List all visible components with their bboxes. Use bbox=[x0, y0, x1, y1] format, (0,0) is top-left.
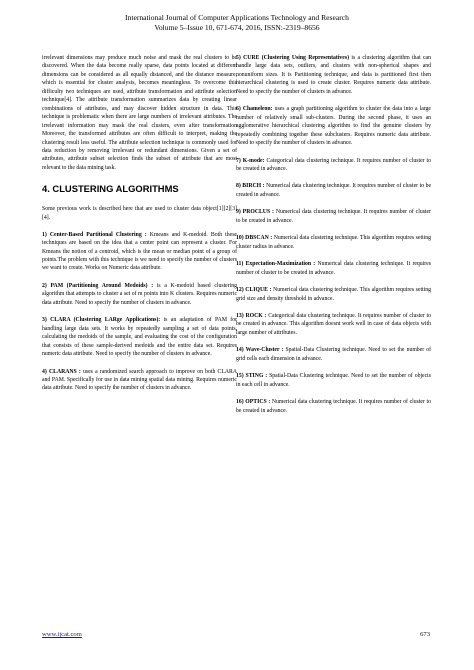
algorithm-description: uses a graph partitioning algorithm to cluster the data into a large number of relatively small sub-clusters. During the second phase, it uses an agglomerative hierarchical clustering algorithm to find the genuine clusters by repeatedly combining together these subclusters. Requires numeric data attribute. Need to specify the number of clusters in advance. bbox=[236, 106, 431, 147]
algorithm-description: Numerical data clustering technique. This algorithm requires setting grid size and density threshold in advance. bbox=[236, 287, 431, 302]
page-footer bbox=[42, 630, 430, 639]
journal-url-link[interactable]: www.ijcat.com bbox=[42, 631, 82, 638]
algorithm-entry bbox=[236, 234, 431, 251]
algorithm-entry bbox=[236, 54, 431, 96]
algorithm-entry bbox=[236, 260, 431, 277]
algorithm-description: uses a randomized search approach to improve on both CLARA and PAM. Specifically for use in data mining spatial data mining. Requires numeric data attribute. Need to specify the number of clusters in advance. bbox=[42, 368, 237, 392]
algorithm-entry bbox=[42, 282, 237, 307]
algorithm-title: 2) PAM (Partitioning Around Medoids) : bbox=[42, 282, 154, 289]
intro-paragraph: irrelevant dimensions may produce much noise and mask the real clusters to be discovered. When the data become really sparse, data points located at different dimensions can be considered as all equally distanced, and the distance measure, which is essential for cluster analysis, becomes meaningless. To overcome this difficulty two techniques are used, attribute transformation and attribute selection technique[4]. The attribute transformation summarizes data by creating linear combinations of attributes, and may discover hidden structure in data. This technique is problematic when there are large numbers of irrelevant attributes. The irrelevant information may mask the real clusters, even after transformation Moreover, the transformed attributes are often difficult to interpret, making the clustering result less useful. The attribute selection technique is commonly used for data reduction by removing irrelevant or redundant dimensions. Given a set of attributes, attribute subset selection finds the subset of attribute that are most relevant to the data mining task. bbox=[42, 55, 237, 171]
algorithm-title: 6) Chameleon: bbox=[236, 106, 273, 113]
algorithm-entry bbox=[236, 286, 431, 303]
section-intro-paragraph: Some previous work is described here that are used to cluster data object[1][2][3][4]. bbox=[42, 206, 237, 221]
algorithm-title: 14) Wave-Cluster : bbox=[236, 347, 284, 354]
algorithm-entry bbox=[236, 346, 431, 363]
algorithm-description: is a K-medoid based clustering algorithm that attempts to cluster a set of m points into K clusters. Requires numeric data attribute. Need to specify the number of clusters in advance. bbox=[42, 282, 237, 306]
algorithm-description: Numerical data clustering technique. It requires number of cluster to be created in advance. bbox=[236, 399, 431, 414]
algorithm-entry bbox=[236, 372, 431, 389]
algorithm-title: 10) DBSCAN : bbox=[236, 235, 273, 242]
algorithm-title: 4) CLARANS : bbox=[42, 368, 81, 375]
algorithm-entry bbox=[42, 368, 237, 393]
algorithm-title: 5) CURE (Clustering Using Representatives) bbox=[236, 55, 350, 61]
algorithm-title: 16) OPTICS : bbox=[236, 399, 271, 406]
algorithm-description: Numerical data clustering technique. It requires number of cluster to be created in advance. bbox=[236, 209, 431, 224]
page-number: 673 bbox=[420, 631, 430, 638]
algorithm-description: Numerical data clustering technique. It requires number of cluster to be created in advance. bbox=[236, 183, 431, 198]
algorithm-title: 13) ROCK : bbox=[236, 312, 267, 319]
algorithm-description: Numerical data clustering technique. This algorithm requires setting cluster radius in advance. bbox=[236, 235, 431, 250]
algorithm-entry bbox=[236, 398, 431, 415]
algorithm-description: Kmeans and K-medoid. Both these techniques are based on the idea that a center point can represent a cluster. For Kmeans the notion of a centroid, which is the mean or median point of a group of points.The problem with this technique is we need to specify the number of clusters we want to create. Works on Numeric data attribute. bbox=[42, 231, 237, 272]
algorithm-entry bbox=[236, 312, 431, 337]
algorithm-description: Numerical data clustering technique. It requires number of cluster to be created in advance. bbox=[236, 261, 431, 276]
left-column bbox=[42, 54, 237, 393]
algorithm-title: 7) K-mode: bbox=[236, 157, 265, 164]
algorithm-description: Categorical data clustering technique. It requires number of cluster to be created in advance. bbox=[236, 157, 431, 172]
algorithm-entry bbox=[42, 316, 237, 358]
journal-title: International Journal of Computer Applications Technology and Research bbox=[125, 13, 349, 22]
algorithm-title: 8) BIRCH : bbox=[236, 183, 265, 190]
algorithm-entry bbox=[42, 231, 237, 273]
algorithm-title: 1) Center-Based Partitional Clustering : bbox=[42, 231, 147, 238]
algorithm-title: 9) PROCLUS : bbox=[236, 209, 274, 216]
algorithm-entry bbox=[236, 182, 431, 199]
algorithm-description: is an adaptation of PAM for handling large data sets. It works by repeatedly sampling a set of data points, calculating the medoids of the sample, and evaluating the cost of the configuration that consists of these sample-derived medoids and the entire data set. Requires numeric data attribute. Need to specify the number of clusters in advance. bbox=[42, 317, 237, 358]
algorithm-entry bbox=[236, 105, 431, 147]
journal-volume-issue: Volume 5–Issue 10, 671-674, 2016, ISSN:-2319–8656 bbox=[154, 23, 320, 32]
algorithm-description: is a clustering algorithm that can handle large data sets, outliers, and clusters with non-spherical shapes and nonuniform sizes. It is Partitioning technique, and data is partitioned first then hierarchical clustering is used to create cluster. Requires numeric data attribute. Need to specify the number of clusters in advance. bbox=[236, 55, 431, 95]
algorithm-description: Spatial-Data Clustering technique. Need to set the number of grid cells each dimension in advance. bbox=[236, 347, 432, 362]
algorithm-description: Categorical data clustering technique. It requires number of cluster to be created in advance. This algorithm doesnt work well in case of data objects with large number of attributes. bbox=[236, 312, 431, 336]
algorithm-entry bbox=[236, 157, 431, 174]
right-column bbox=[236, 54, 431, 415]
algorithm-title: 3) CLARA (Clustering LARge Applications): bbox=[42, 317, 161, 324]
algorithm-title: 11) Expectation-Maximization : bbox=[236, 261, 316, 268]
algorithm-title: 15) STING : bbox=[236, 373, 268, 380]
journal-header bbox=[0, 13, 474, 33]
algorithm-entry bbox=[236, 208, 431, 225]
algorithm-description: Spatial-Data Clustering technique. Need to set the number of objects in each cell in advance. bbox=[236, 373, 431, 388]
section-heading: 4. CLUSTERING ALGORITHMS bbox=[42, 183, 179, 195]
algorithm-title: 12) CLIQUE : bbox=[236, 287, 272, 294]
